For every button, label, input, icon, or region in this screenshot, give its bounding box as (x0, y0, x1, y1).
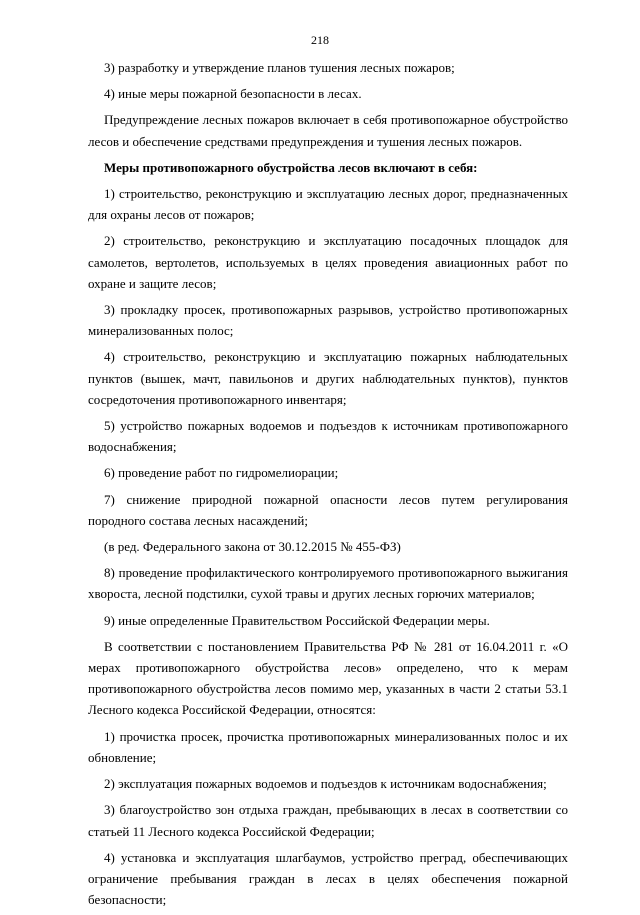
paragraph: 1) прочистка просек, прочистка противопожарных минерализованных полос и их обновление; (88, 728, 568, 765)
document-body (88, 57, 568, 915)
paragraph: (в ред. Федерального закона от 30.12.2015 № 455-ФЗ) (104, 539, 401, 555)
section-heading: Меры противопожарного обустройства лесов включают в себя: (104, 159, 478, 175)
paragraph: 3) разработку и утверждение планов тушения лесных пожаров; (104, 60, 455, 75)
paragraph: В соответствии с постановлением Правительства РФ № 281 от 16.04.2011 г. «О мерах противопожарного обустройства лесов» определено, что к мерам противопожарного обустройства лесов помимо мер, указанных в части 2 статьи 53.1 Лесного кодекса Российской Федерации, относятся: (88, 638, 568, 718)
paragraph: 3) прокладку просек, противопожарных разрывов, устройство противопожарных минерализованных полос; (88, 302, 568, 339)
paragraph: 5) устройство пожарных водоемов и подъездов к источникам противопожарного водоснабжения; (88, 418, 568, 455)
paragraph: 7) снижение природной пожарной опасности лесов путем регулирования породного состава лесных насаждений; (88, 491, 568, 528)
paragraph: 3) благоустройство зон отдыха граждан, пребывающих в лесах в соответствии со статьей 11 Лесного кодекса Российской Федерации; (88, 802, 568, 839)
paragraph: 1) строительство, реконструкцию и эксплуатацию лесных дорог, предназначенных для охраны лесов от пожаров; (88, 186, 568, 223)
paragraph: 6) проведение работ по гидромелиорации; (104, 465, 339, 481)
paragraph: 2) эксплуатация пожарных водоемов и подъездов к источникам водоснабжения; (104, 776, 547, 792)
paragraph: 4) строительство, реконструкцию и эксплуатацию пожарных наблюдательных пунктов (вышек, мачт, павильонов и других наблюдательных пунктов), пунктов сосредоточения противопожарного инвентаря; (88, 349, 568, 407)
paragraph: 4) установка и эксплуатация шлагбаумов, устройство преград, обеспечивающих ограничение пребывания граждан в лесах в целях обеспечения пожарной безопасности; (88, 849, 568, 908)
paragraph: 4) иные меры пожарной безопасности в лесах. (104, 86, 362, 102)
paragraph: 2) строительство, реконструкцию и эксплуатацию посадочных площадок для самолетов, вертолетов, используемых в целях проведения авиационных работ по охране и защите лесов; (88, 233, 568, 291)
page-number: 218 (311, 33, 329, 47)
paragraph: 8) проведение профилактического контролируемого противопожарного выжигания хвороста, лесной подстилки, сухой травы и других лесных горючих материалов; (88, 565, 568, 602)
paragraph: 9) иные определенные Правительством Российской Федерации меры. (104, 612, 490, 628)
paragraph: Предупреждение лесных пожаров включает в себя противопожарное обустройство лесов и обеспечение средствами предупреждения и тушения лесных пожаров. (88, 112, 568, 149)
